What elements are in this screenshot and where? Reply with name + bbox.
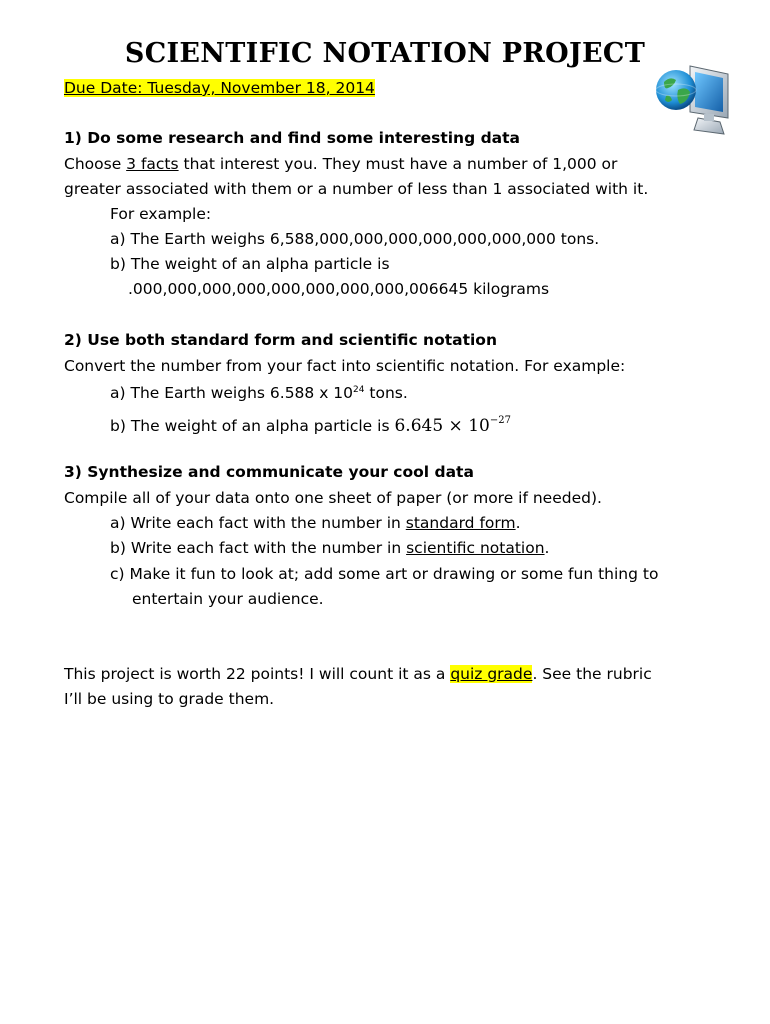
- section3-heading: 3) Synthesize and communicate your cool data: [64, 463, 474, 481]
- section3-item-a: a) Write each fact with the number in standard form.: [110, 514, 521, 532]
- section2-example-a: a) The Earth weighs 6.588 x $10^{24}$ tons.: [110, 384, 408, 402]
- section3-item-b: b) Write each fact with the number in scientific notation.: [110, 539, 550, 557]
- section3-item-c1: c) Make it fun to look at; add some art or drawing or some fun thing to: [110, 565, 659, 583]
- scientific-notation-underline: scientific notation: [406, 539, 545, 557]
- closing-line2: I’ll be using to grade them.: [64, 690, 275, 708]
- section1-example-b2: .000,000,000,000,000,000,000,000,006645 kilograms: [128, 280, 550, 298]
- due-date-text: Due Date: Tuesday, November 18, 2014: [64, 79, 375, 97]
- computer-globe-icon: [652, 60, 732, 140]
- standard-form-underline: standard form: [405, 514, 516, 532]
- section3-line1: Compile all of your data onto one sheet of paper (or more if needed).: [64, 489, 602, 507]
- section2-line1: Convert the number from your fact into scientific notation. For example:: [64, 357, 626, 375]
- section1-example-b1: b) The weight of an alpha particle is: [110, 255, 390, 273]
- section1-example-label: For example:: [110, 205, 212, 223]
- section2-heading: 2) Use both standard form and scientific notation: [64, 331, 497, 349]
- section2-example-b: b) The weight of an alpha particle is $6.645 \times 10^{-27}$: [110, 415, 511, 436]
- quiz-grade-highlight: quiz grade: [450, 665, 533, 683]
- section3-item-c2: entertain your audience.: [132, 590, 324, 608]
- section1-example-a: a) The Earth weighs 6,588,000,000,000,000,000,000,000 tons.: [110, 230, 600, 248]
- section1-line2: greater associated with them or a number of less than 1 associated with it.: [64, 180, 649, 198]
- section1-line1: Choose 3 facts that interest you. They must have a number of 1,000 or: [64, 155, 618, 173]
- alpha-particle-formula: $6.645 \times 10^{-27}$: [394, 415, 511, 436]
- due-date: [64, 78, 375, 98]
- section1-heading: 1) Do some research and find some interesting data: [64, 129, 520, 147]
- three-facts-underline: 3 facts: [126, 155, 179, 173]
- closing-line1: This project is worth 22 points! I will count it as a quiz grade. See the rubric: [64, 665, 652, 683]
- page-title: SCIENTIFIC NOTATION PROJECT: [124, 38, 646, 69]
